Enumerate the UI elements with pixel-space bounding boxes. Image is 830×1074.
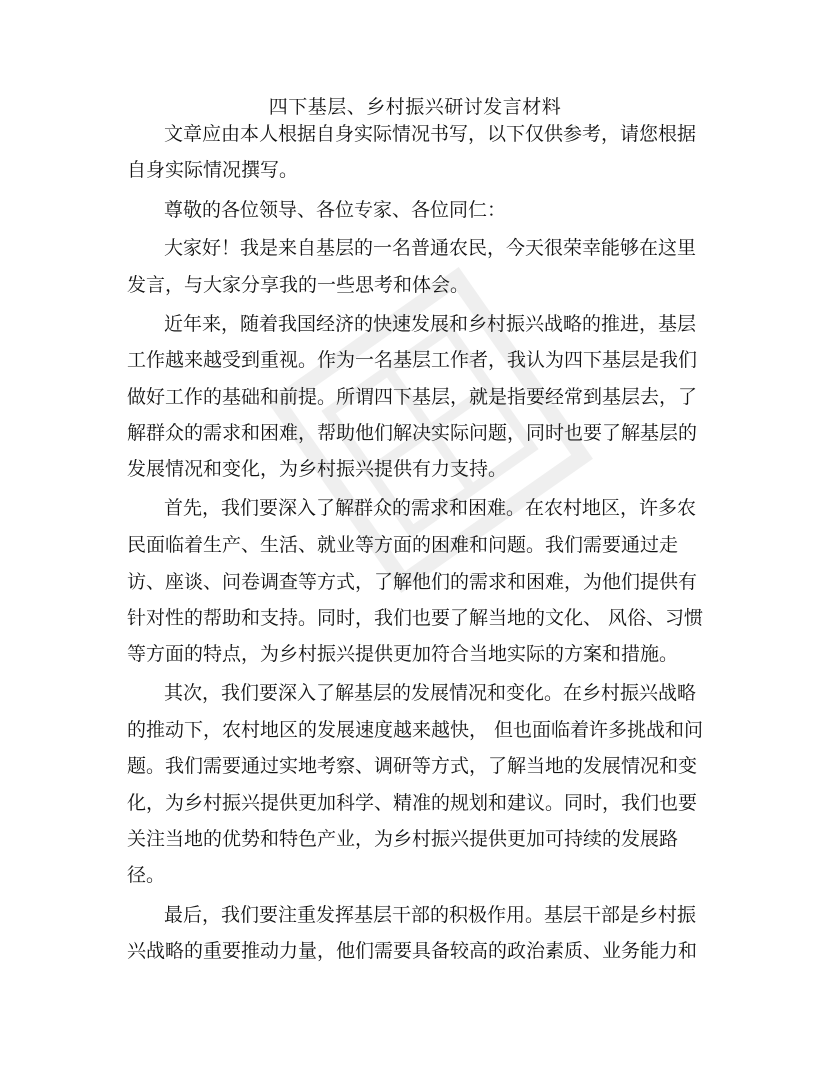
text-line: 近年来，随着我国经济的快速发展和乡村振兴战略的推进，基层 (164, 313, 697, 335)
text-line: 工作越来越受到重视。作为一名基层工作者，我认为四下基层是我们 (127, 349, 698, 371)
text-line: 自身实际情况撰写。 (127, 159, 299, 181)
text-line: 大家好！我是来自基层的一名普通农民，今天很荣幸能够在这里 (164, 237, 697, 259)
text-line: 其次，我们要深入了解基层的发展情况和变化。在乡村振兴战略 (164, 682, 697, 704)
text-line: 首先，我们要深入了解群众的需求和困难。在农村地区，许多农 (164, 497, 697, 519)
text-line: 针对性的帮助和支持。同时，我们也要了解当地的文化、 风俗、习惯 (127, 607, 704, 629)
text-line: 的推动下，农村地区的发展速度越来越快， 但也面临着许多挑战和问 (127, 719, 704, 741)
text-line: 题。我们需要通过实地考察、调研等方式，了解当地的发展情况和变 (127, 755, 698, 777)
text-line: 化，为乡村振兴提供更加科学、精准的规划和建议。同时，我们也要 (127, 792, 698, 814)
document-title: 四下基层、乡村振兴研讨发言材料 (268, 96, 562, 118)
text-line: 解群众的需求和困难，帮助他们解决实际问题，同时也要了解基层的 (127, 422, 698, 444)
text-line: 民面临着生产、生活、就业等方面的困难和问题。我们需要通过走 (127, 534, 679, 556)
text-line: 关注当地的优势和特色产业，为乡村振兴提供更加可持续的发展路 (127, 828, 679, 850)
text-line: 兴战略的重要推动力量，他们需要具备较高的政治素质、业务能力和 (127, 940, 698, 962)
text-line: 最后，我们要注重发挥基层干部的积极作用。基层干部是乡村振 (164, 904, 697, 926)
text-line: 文章应由本人根据自身实际情况书写，以下仅供参考，请您根据 (164, 123, 697, 145)
text-line: 尊敬的各位领导、各位专家、各位同仁： (164, 199, 507, 221)
text-line: 访、座谈、问卷调查等方式，了解他们的需求和困难，为他们提供有 (127, 571, 698, 593)
text-line: 做好工作的基础和前提。所谓四下基层，就是指要经常到基层去，了 (127, 386, 698, 408)
text-line: 发言，与大家分享我的一些思考和体会。 (127, 274, 470, 296)
text-line: 径。 (127, 864, 166, 886)
text-line: 发展情况和变化，为乡村振兴提供有力支持。 (127, 458, 508, 480)
text-line: 等方面的特点，为乡村振兴提供更加符合当地实际的方案和措施。 (127, 643, 679, 665)
